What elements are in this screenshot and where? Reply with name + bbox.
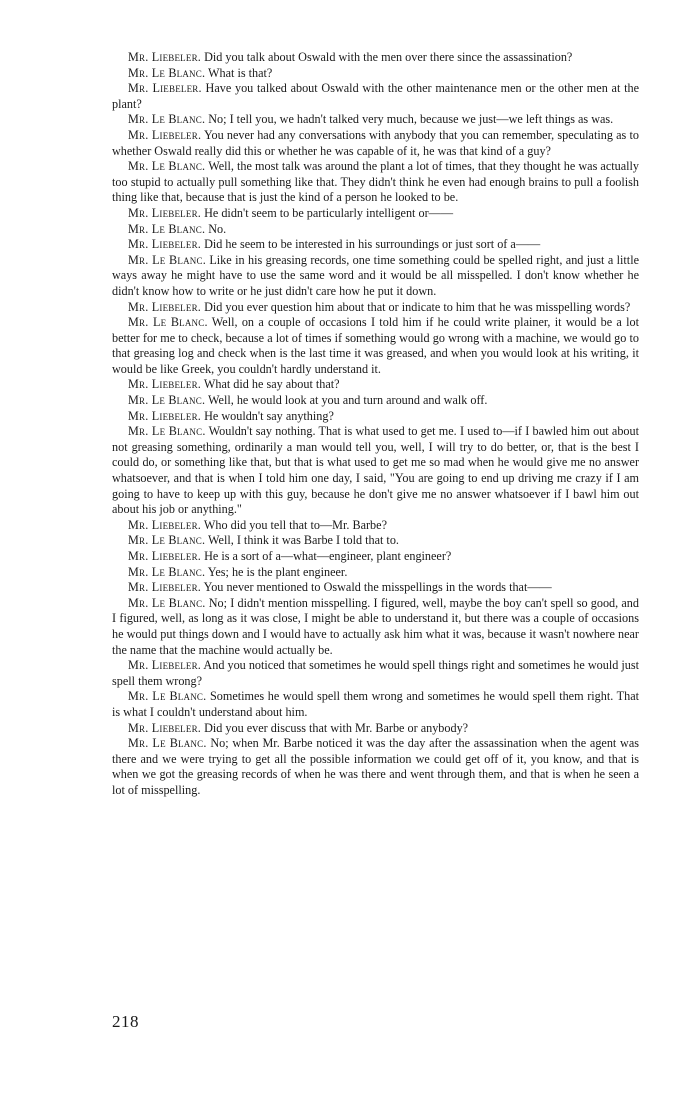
speaker-name: Mr. Liebeler. bbox=[128, 377, 202, 392]
testimony-paragraph bbox=[112, 689, 639, 720]
testimony-paragraph bbox=[112, 596, 639, 658]
testimony-paragraph bbox=[112, 658, 639, 689]
speaker-name: Mr. Le Blanc. bbox=[128, 252, 206, 267]
testimony-text: Well, he would look at you and turn around and walk off. bbox=[205, 393, 488, 408]
speaker-name: Mr. Le Blanc. bbox=[128, 533, 206, 548]
testimony-text: He didn't seem to be particularly intelligent or—— bbox=[201, 205, 454, 220]
testimony-text: Yes; he is the plant engineer. bbox=[205, 564, 348, 579]
testimony-text: Have you talked about Oswald with the other maintenance men or the other men at the plant? bbox=[112, 81, 639, 111]
testimony-paragraph bbox=[112, 50, 639, 66]
testimony-text: He wouldn't say anything? bbox=[201, 408, 334, 423]
testimony-text: Sometimes he would spell them wrong and sometimes he would spell them right. That is what I couldn't understand about him. bbox=[112, 689, 639, 719]
testimony-text: No; when Mr. Barbe noticed it was the day after the assassination when the agent was there and we were trying to get all the possible information we could get off of it, you know, and that is when we got the greasing records of when he was there and went through them, and that is when he seen a lot of misspelling. bbox=[112, 736, 639, 797]
testimony-paragraph bbox=[112, 518, 639, 534]
testimony-paragraph bbox=[112, 721, 639, 737]
testimony-text: You never had any conversations with anybody that you can remember, speculating as to whether Oswald really did this or whether he was capable of it, he was that kind of a guy? bbox=[112, 127, 639, 158]
speaker-name: Mr. Le Blanc. bbox=[128, 159, 206, 174]
speaker-name: Mr. Le Blanc. bbox=[128, 564, 206, 579]
testimony-paragraph bbox=[112, 128, 639, 159]
speaker-name: Mr. Liebeler. bbox=[128, 81, 202, 96]
speaker-name: Mr. Le Blanc. bbox=[128, 736, 207, 751]
testimony-paragraph bbox=[112, 206, 639, 222]
testimony-paragraph bbox=[112, 377, 639, 393]
testimony-text: Like in his greasing records, one time something could be spelled right, and just a little ways away he might have to use the same word and it would be all misspelled. I don't know whether he didn't know how to write or he just didn't care how he put it down. bbox=[112, 252, 639, 298]
speaker-name: Mr. Liebeler. bbox=[128, 237, 202, 252]
testimony-paragraph bbox=[112, 81, 639, 112]
testimony-text: You never mentioned to Oswald the misspellings in the words that—— bbox=[201, 580, 552, 595]
testimony-text: No; I didn't mention misspelling. I figured, well, maybe the boy can't spell so good, and I figured, well, as long as it was close, I might be able to understand it, but there was a couple of occasions he would put things down and I would have to actually ask him what it was, because it wasn't nowhere near the name that the machine would actually be. bbox=[112, 595, 639, 657]
page-number: 218 bbox=[112, 1012, 139, 1031]
testimony-paragraph bbox=[112, 253, 639, 300]
speaker-name: Mr. Liebeler. bbox=[128, 549, 202, 563]
speaker-name: Mr. Liebeler. bbox=[128, 205, 202, 220]
testimony-paragraph bbox=[112, 565, 639, 581]
testimony-paragraph bbox=[112, 533, 639, 549]
speaker-name: Mr. Le Blanc. bbox=[128, 315, 208, 330]
transcript-body bbox=[112, 50, 639, 799]
speaker-name: Mr. Le Blanc. bbox=[128, 393, 206, 408]
testimony-paragraph bbox=[112, 315, 639, 377]
testimony-paragraph bbox=[112, 580, 639, 596]
speaker-name: Mr. Le Blanc. bbox=[128, 424, 206, 439]
testimony-text: And you noticed that sometimes he would spell things right and sometimes he would just spell them wrong? bbox=[112, 658, 639, 688]
speaker-name: Mr. Le Blanc. bbox=[128, 221, 206, 236]
speaker-name: Mr. Liebeler. bbox=[128, 517, 202, 532]
testimony-text: No; I tell you, we hadn't talked very much, because we just—we left things as was. bbox=[205, 112, 614, 127]
testimony-text: What did he say about that? bbox=[201, 377, 340, 392]
testimony-text: Well, the most talk was around the plant a lot of times, that they thought he was actually too stupid to actually pull something like that. They didn't think he even had enough brains to pull a foolish thing like that, because that is just the kind of a person he looked to be. bbox=[112, 159, 639, 205]
testimony-paragraph bbox=[112, 159, 639, 206]
testimony-paragraph bbox=[112, 237, 639, 253]
testimony-text: Wouldn't say nothing. That is what used to get me. I used to—if I bawled him out about not greasing something, ordinarily a man would tell you, well, I will try to do better, or, that is the best I could do, or something like that, but that is what used to get me so mad when he would give me no answer whatsoever, and that is when I told him one day, I said, "You are going to end up driving me crazy if I am going to have to keep up with this guy, because he don't give me no answer whatsoever if I bawl him out about his job or anything." bbox=[112, 424, 640, 517]
testimony-paragraph bbox=[112, 549, 639, 565]
testimony-text: Did he seem to be interested in his surroundings or just sort of a—— bbox=[201, 237, 541, 252]
testimony-paragraph bbox=[112, 736, 639, 798]
testimony-text: Did you ever question him about that or indicate to him that he was misspelling words? bbox=[201, 299, 631, 314]
testimony-text: Well, on a couple of occasions I told him if he could write plainer, it would be a lot better for me to check, because a lot of times if something would go wrong with a machine, we would go to that greasing log and check when is the last time it was greased, and when you would look at his writing, it would be like Greek, you couldn't hardly understand it. bbox=[112, 315, 639, 376]
speaker-name: Mr. Le Blanc. bbox=[128, 112, 206, 127]
testimony-paragraph bbox=[112, 66, 639, 82]
speaker-name: Mr. Liebeler. bbox=[128, 127, 202, 142]
testimony-paragraph bbox=[112, 424, 639, 518]
testimony-text: Who did you tell that to—Mr. Barbe? bbox=[201, 517, 387, 532]
testimony-text: Did you ever discuss that with Mr. Barbe or anybody? bbox=[201, 720, 469, 735]
testimony-paragraph bbox=[112, 222, 639, 238]
speaker-name: Mr. Liebeler. bbox=[128, 720, 202, 735]
testimony-text: Well, I think it was Barbe I told that to. bbox=[205, 533, 399, 548]
testimony-text: No. bbox=[205, 221, 227, 236]
testimony-paragraph bbox=[112, 409, 639, 425]
testimony-paragraph bbox=[112, 393, 639, 409]
testimony-text: He is a sort of a—what—engineer, plant engineer? bbox=[201, 549, 452, 563]
speaker-name: Mr. Liebeler. bbox=[128, 658, 202, 673]
testimony-text: Did you talk about Oswald with the men over there since the assassination? bbox=[201, 50, 573, 64]
speaker-name: Mr. Le Blanc. bbox=[128, 689, 207, 704]
speaker-name: Mr. Liebeler. bbox=[128, 580, 202, 595]
testimony-paragraph bbox=[112, 300, 639, 316]
speaker-name: Mr. Le Blanc. bbox=[128, 595, 206, 610]
testimony-paragraph bbox=[112, 112, 639, 128]
speaker-name: Mr. Liebeler. bbox=[128, 408, 202, 423]
testimony-text: What is that? bbox=[205, 65, 273, 80]
speaker-name: Mr. Liebeler. bbox=[128, 299, 202, 314]
speaker-name: Mr. Liebeler. bbox=[128, 50, 202, 64]
speaker-name: Mr. Le Blanc. bbox=[128, 65, 206, 80]
